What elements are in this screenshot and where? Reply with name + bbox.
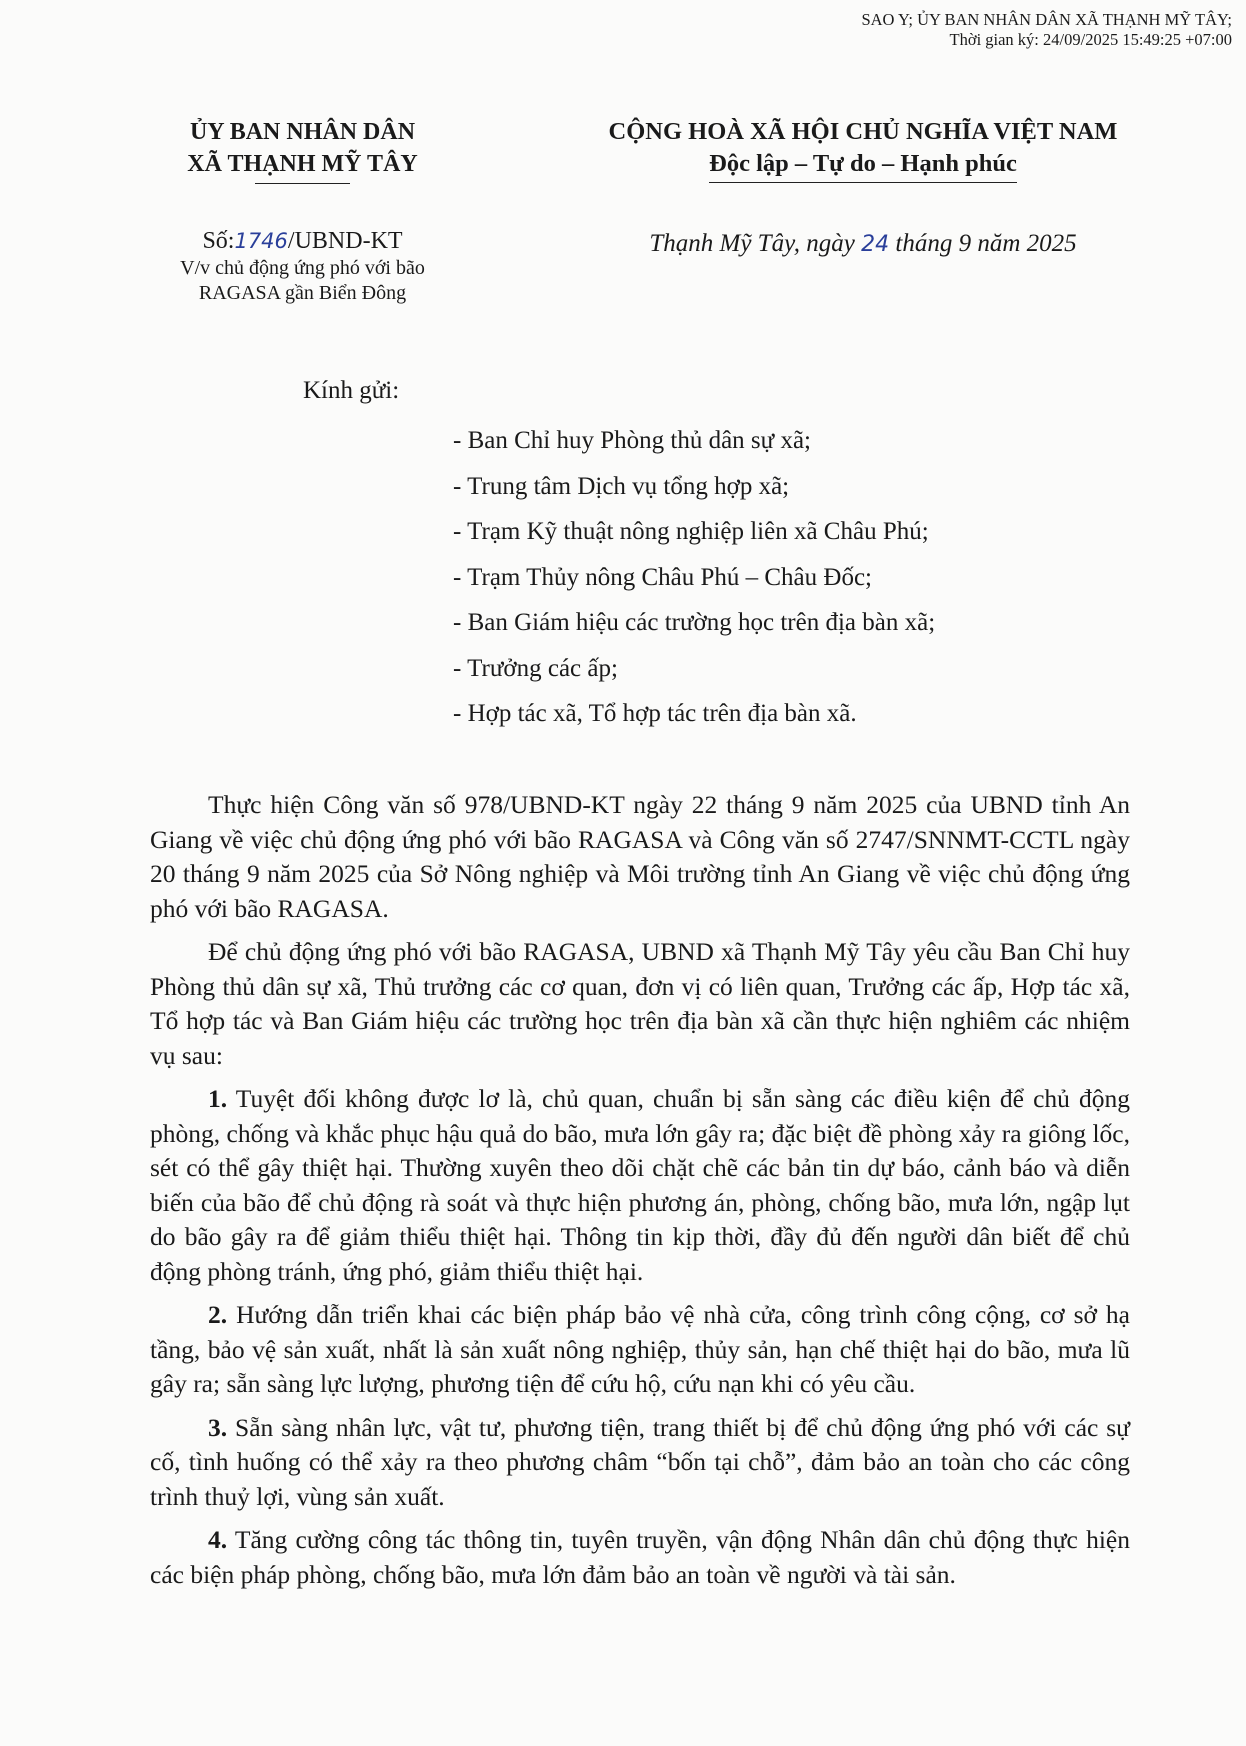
request-paragraph: Để chủ động ứng phó với bão RAGASA, UBND xã Thạnh Mỹ Tây yêu cầu Ban Chỉ huy Phòng thủ dân sự xã, Thủ trưởng các cơ quan, đơn vị có liên quan, Trưởng các ấp, Hợp tác xã, Tổ hợp tác và Ban Giám hiệu các trường học trên địa bàn xã cần thực hiện nghiêm các nhiệm vụ sau: [150, 937, 1130, 1070]
date-prefix: Thạnh Mỹ Tây, ngày [649, 230, 862, 257]
document-number-handwritten: 1746 [234, 229, 288, 253]
document-number-block [140, 226, 465, 306]
recipient-list [453, 418, 935, 737]
recipient-item: - Trạm Thủy nông Châu Phú – Châu Đốc; [453, 563, 872, 591]
recipient-item: - Hợp tác xã, Tổ hợp tác trên địa bàn xã. [453, 700, 857, 727]
task-text: Tăng cường công tác thông tin, tuyên truyền, vận động Nhân dân chủ động thực hiện các biện pháp phòng, chống bão, mưa lớn đảm bảo an toàn về người và tài sản. [150, 1525, 1130, 1589]
national-title: CỘNG HOÀ XÃ HỘI CHỦ NGHĨA VIỆT NAM [608, 118, 1118, 145]
task-text: Hướng dẫn triển khai các biện pháp bảo vệ nhà cửa, công trình công cộng, cơ sở hạ tầng, bảo vệ sản xuất, nhất là sản xuất nông nghiệp, thủy sản, hạn chế thiệt hại do bão, mưa lũ gây ra; sẵn sàng lực lượng, phương tiện để cứu hộ, cứu nạn khi có yêu cầu. [150, 1300, 1131, 1398]
issue-date [560, 230, 1166, 258]
document-number [140, 226, 465, 256]
recipient-item: - Ban Chỉ huy Phòng thủ dân sự xã; [453, 427, 811, 454]
recipient-item: - Trung tâm Dịch vụ tổng hợp xã; [453, 472, 790, 500]
date-suffix: tháng 9 năm 2025 [889, 230, 1077, 257]
national-header [560, 116, 1166, 183]
recipient-item: - Ban Giám hiệu các trường học trên địa bàn xã; [453, 609, 936, 636]
task-number: 1. [208, 1084, 228, 1113]
national-motto: Độc lập – Tự do – Hạnh phúc [709, 148, 1017, 183]
document-body [150, 788, 1130, 1601]
task-item [150, 1411, 1130, 1515]
task-text: Sẵn sàng nhân lực, vật tư, phương tiện, trang thiết bị để chủ động ứng phó với các sự cố, tình huống có thể xảy ra theo phương châm “bốn tại chỗ”, đảm bảo an toàn cho các công trình thuỷ lợi, vùng sản xuất. [150, 1412, 1130, 1511]
org-underline [255, 183, 350, 184]
subject-line-1: V/v chủ động ứng phó với bão [180, 257, 425, 279]
document-number-suffix: /UBND-KT [287, 228, 403, 254]
task-number: 3. [208, 1412, 228, 1442]
date-day-handwritten: 24 [861, 232, 890, 257]
task-item [150, 1298, 1130, 1402]
recipient-item: - Trạm Kỹ thuật nông nghiệp liên xã Châu Phú; [453, 518, 929, 545]
task-item [150, 1523, 1130, 1592]
subject-line-2: RAGASA gần Biển Đông [198, 282, 407, 304]
task-number: 2. [208, 1300, 228, 1329]
digital-signature-stamp [792, 10, 1232, 50]
recipient-item: - Trưởng các ấp; [453, 654, 618, 682]
kinh-gui-label: Kính gửi: [303, 377, 400, 404]
document-number-prefix: Số: [202, 228, 235, 254]
intro-paragraph: Thực hiện Công văn số 978/UBND-KT ngày 22 tháng 9 năm 2025 của UBND tỉnh An Giang về việc chủ động ứng phó với bão RAGASA và Công văn số 2747/SNNMT-CCTL ngày 20 tháng 9 năm 2025 của Sở Nông nghiệp và Môi trường tỉnh An Giang về việc chủ động ứng phó với bão RAGASA. [150, 790, 1130, 923]
org-line-1: ỦY BAN NHÂN DÂN [189, 119, 416, 145]
task-number: 4. [208, 1525, 228, 1554]
org-line-2: XÃ THẠNH MỸ TÂY [187, 151, 418, 177]
task-item [150, 1082, 1130, 1289]
stamp-line-2: Thời gian ký: 24/09/2025 15:49:25 +07:00 [949, 30, 1232, 49]
stamp-line-1: SAO Y; ỦY BAN NHÂN DÂN XÃ THẠNH MỸ TÂY; [861, 10, 1232, 29]
issuing-organization [140, 116, 465, 180]
task-text: Tuyệt đối không được lơ là, chủ quan, chuẩn bị sẵn sàng các điều kiện để chủ động phòng, chống và khắc phục hậu quả do bão, mưa lớn gây ra; đặc biệt đề phòng xảy ra giông lốc, sét có thể gây thiệt hại. Thường xuyên theo dõi chặt chẽ các bản tin dự báo, cảnh báo và diễn biến của bão để chủ động rà soát và thực hiện phương án, phòng, chống bão, mưa lớn, ngập lụt do bão gây ra để giảm thiểu thiệt hại. Thông tin kịp thời, đầy đủ đến người dân biết để chủ động phòng tránh, ứng phó, giảm thiểu thiệt hại. [150, 1084, 1131, 1286]
